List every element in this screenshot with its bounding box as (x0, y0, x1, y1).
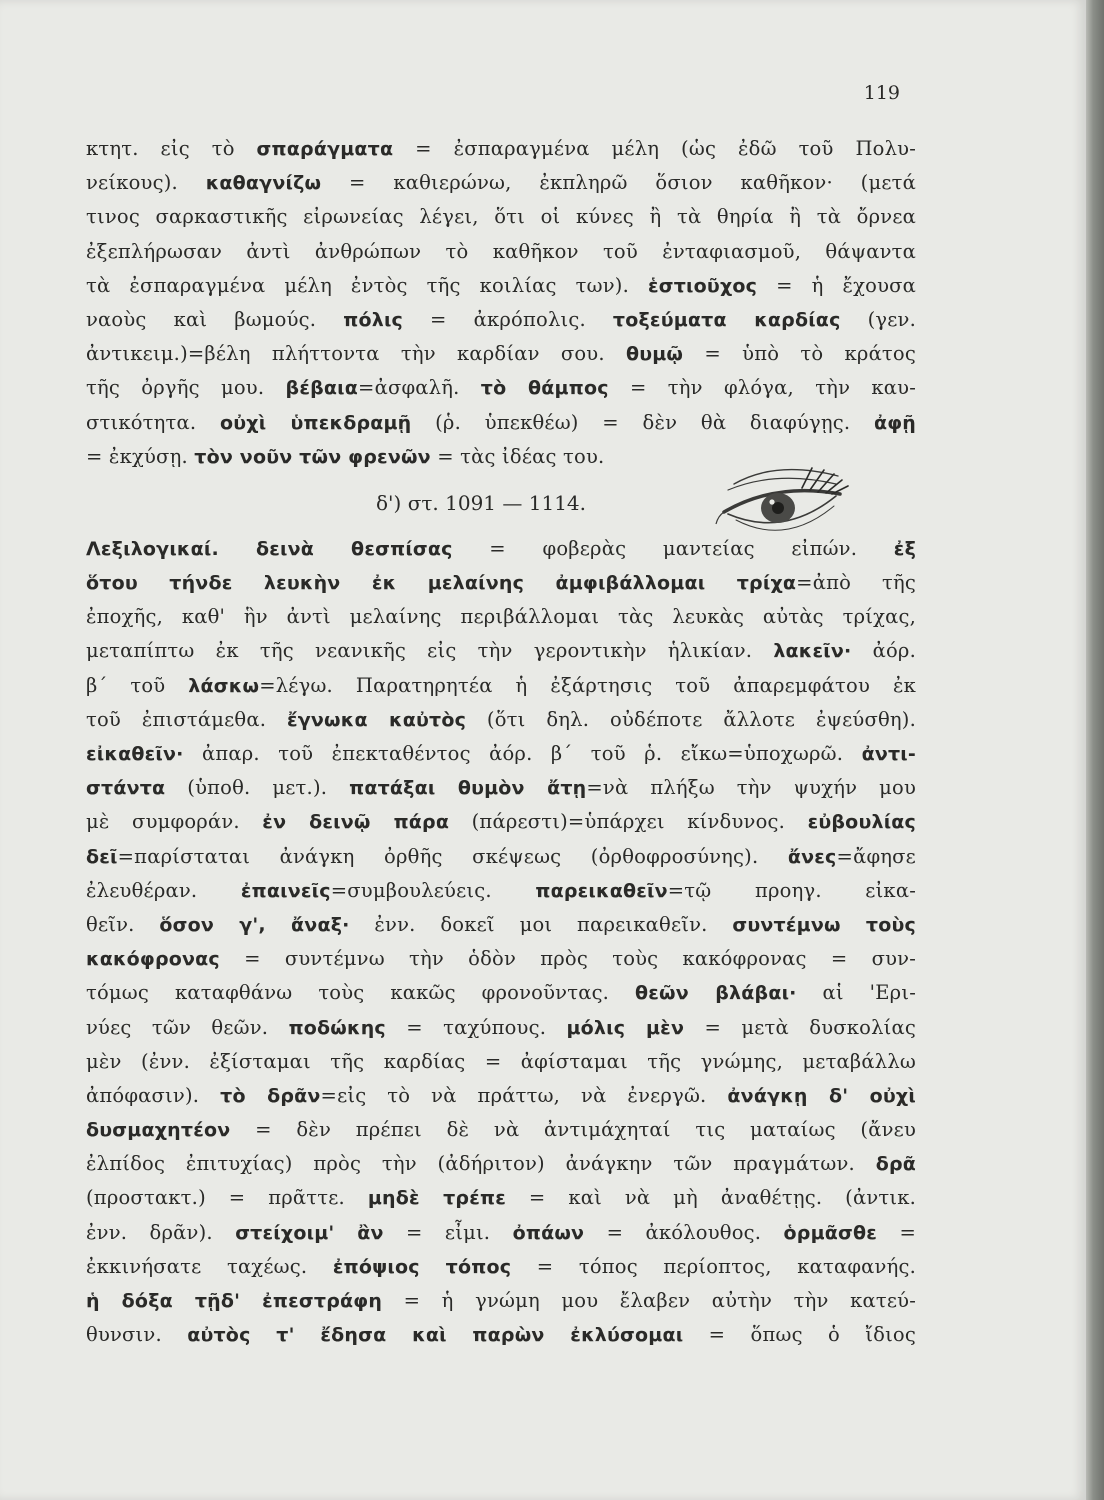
text-line: νείκους). καθαγνίζω = καθιερώνω, ἐκπληρῶ ὅσιον καθῆκον· (μετά (86, 171, 916, 195)
text-line: τοῦ ἐπιστάμεθα. ἔγνωκα καὐτὸς (ὅτι δηλ. οὐδέποτε ἄλλοτε ἐψεύσθη). (86, 707, 916, 731)
text-line: Λεξιλογικαί. δεινὰ θεσπίσας = φοβερὰς μαντείας εἰπών. ἐξ (86, 536, 916, 560)
text-line: μὲ συμφοράν. ἐν δεινῷ πάρα (πάρεστι)=ὑπάρχει κίνδυνος. εὐβουλίας (86, 810, 916, 834)
text-line: στάντα (ὑποθ. μετ.). πατάξαι θυμὸν ἄτῃ=νὰ πλήξω τὴν ψυχήν μου (86, 776, 916, 800)
text-line: τὰ ἐσπαραγμένα μέλη ἐντὸς τῆς κοιλίας των). ἑστιοῦχος = ἡ ἔχουσα (86, 273, 916, 297)
text-line: τόμως καταφθάνω τοὺς κακῶς φρονοῦντας. θεῶν βλάβαι· αἱ 'Ερι- (86, 981, 916, 1005)
text-line: ἡ δόξα τῇδ' ἐπεστράφη = ἡ γνώμη μου ἔλαβεν αὐτὴν τὴν κατεύ- (86, 1289, 916, 1312)
text-line: ἐνν. δρᾶν). στείχοιμ' ἂν = εἶμι. ὀπάων = ἀκόλουθος. ὁρμᾶσθε = (86, 1220, 916, 1244)
section-heading: δ') στ. 1091 — 1114. (376, 490, 586, 515)
text-line: δεῖ=παρίσταται ἀνάγκη ὀρθῆς σκέψεως (ὀρθοφροσύνης). ἄνες=ἄφησε (86, 844, 916, 868)
text-line: τῆς ὀργῆς μου. βέβαια=ἀσφαλῆ. τὸ θάμπος = τὴν φλόγα, τὴν καυ- (86, 376, 916, 400)
text-line: θυνσιν. αὐτὸς τ' ἔδησα καὶ παρὼν ἐκλύσομαι = ὅπως ὁ ἴδιος (86, 1323, 916, 1347)
text-line: β΄ τοῦ λάσκω=λέγω. Παρατηρητέα ἡ ἐξάρτησις τοῦ ἀπαρεμφάτου ἐκ (86, 673, 916, 697)
text-line: ἐλευθέραν. ἐπαινεῖς=συμβουλεύεις. παρεικαθεῖν=τῷ προηγ. εἰκα- (86, 878, 916, 902)
commentary-block (86, 132, 916, 474)
text-line: κτητ. εἰς τὸ σπαράγματα = ἐσπαραγμένα μέλη (ὡς ἐδῶ τοῦ Πολυ- (86, 137, 916, 160)
text-line: δυσμαχητέον = δὲν πρέπει δὲ νὰ ἀντιμάχηταί τις ματαίως (ἄνευ (86, 1118, 916, 1142)
text-line: κακόφρονας = συντέμνω τὴν ὁδὸν πρὸς τοὺς κακόφρονας = συν- (86, 947, 916, 971)
text-line: στικότητα. οὐχὶ ὑπεκδραμῇ (ῥ. ὑπεκθέω) = δὲν θὰ διαφύγῃς. ἀφῇ (86, 410, 916, 434)
text-line: θεῖν. ὅσον γ', ἄναξ· ἐνν. δοκεῖ μοι παρεικαθεῖν. συντέμνω τοὺς (86, 912, 916, 936)
text-line: = ἐκχύσῃ. τὸν νοῦν τῶν φρενῶν = τὰς ἰδέας του. (86, 444, 605, 468)
text-line: ἐλπίδος ἐπιτυχίας) πρὸς τὴν (ἀδήριτον) ἀνάγκην τῶν πραγμάτων. δρᾶ (86, 1152, 916, 1176)
page-text (86, 132, 916, 1352)
text-line: ἀντικειμ.)=βέλη πλήττοντα τὴν καρδίαν σου. θυμῷ = ὑπὸ τὸ κράτος (86, 342, 916, 366)
text-line: τινος σαρκαστικῆς εἰρωνείας λέγει, ὅτι οἱ κύνες ἢ τὰ θηρία ἢ τὰ ὄρνεα (86, 205, 916, 229)
page-number: 119 (863, 82, 900, 104)
text-line: νύες τῶν θεῶν. ποδώκης = ταχύπους. μόλις μὲν = μετὰ δυσκολίας (86, 1015, 916, 1039)
book-edge (1086, 0, 1104, 1500)
text-line: εἰκαθεῖν· ἀπαρ. τοῦ ἐπεκταθέντος ἀόρ. β΄ τοῦ ῥ. εἴκω=ὑποχωρῶ. ἀντι- (86, 742, 916, 765)
text-line: μεταπίπτω ἐκ τῆς νεανικῆς εἰς τὴν γεροντικὴν ἡλικίαν. λακεῖν· ἀόρ. (86, 639, 916, 663)
text-line: ἐξεπλήρωσαν ἀντὶ ἀνθρώπων τὸ καθῆκον τοῦ ἐνταφιασμοῦ, θάψαντα (86, 239, 916, 263)
vocabulary-block (86, 532, 916, 1353)
text-line: μὲν (ἐνν. ἐξίσταμαι τῆς καρδίας = ἀφίσταμαι τῆς γνώμης, μεταβάλλω (86, 1049, 916, 1073)
text-line: ἀπόφασιν). τὸ δρᾶν=εἰς τὸ νὰ πράττω, νὰ ἐνεργῶ. ἀνάγκῃ δ' οὐχὶ (86, 1083, 916, 1107)
text-line: ὅτου τήνδε λευκὴν ἐκ μελαίνης ἀμφιβάλλομαι τρίχα=ἀπὸ τῆς (86, 571, 916, 595)
text-line: ἐποχῆς, καθ' ἣν ἀντὶ μελαίνης περιβάλλομαι τὰς λευκὰς αὐτὰς τρίχας, (86, 605, 916, 629)
eye-icon (706, 454, 856, 544)
text-line: ναοὺς καὶ βωμούς. πόλις = ἀκρόπολις. τοξεύματα καρδίας (γεν. (86, 307, 916, 331)
text-line: (προστακτ.) = πρᾶττε. μηδὲ τρέπε = καὶ νὰ μὴ ἀναθέτῃς. (ἀντικ. (86, 1186, 916, 1210)
text-line: ἐκκινήσατε ταχέως. ἐπόψιος τόπος = τόπος περίοπτος, καταφανής. (86, 1254, 916, 1278)
